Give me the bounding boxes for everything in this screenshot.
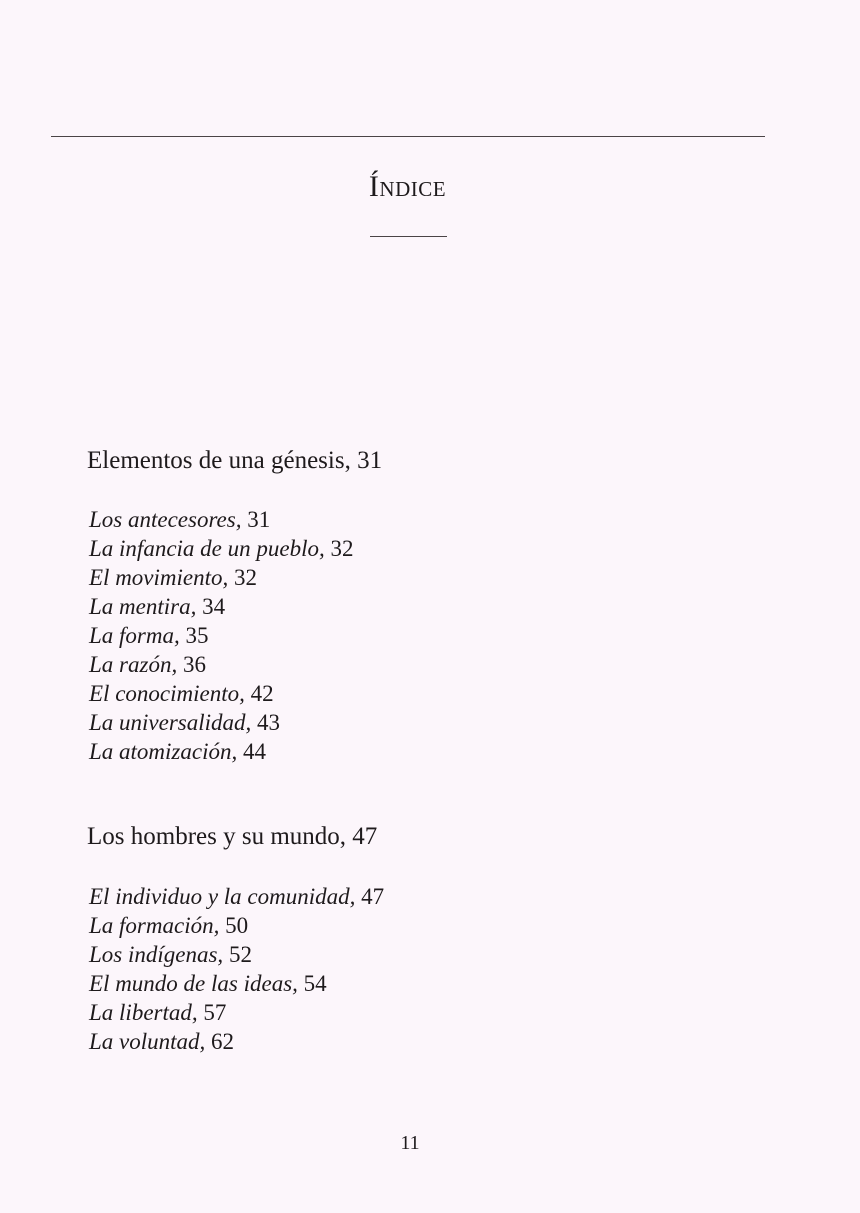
section-heading-hombres: Los hombres y su mundo, 47 [87,823,378,850]
page-title: Índice [368,170,447,203]
entry-title: El individuo y la comunidad, [89,884,356,909]
toc-entry [89,505,353,534]
section-heading-elementos: Elementos de una génesis, 31 [87,447,383,474]
toc-entry [89,969,384,998]
entry-title: La universalidad, [89,710,252,735]
entry-title: El conocimiento, [89,681,245,706]
entry-title: El mundo de las ideas, [89,971,298,996]
toc-entry [89,679,353,708]
entry-title: La mentira, [89,594,197,619]
entry-page: 47 [361,884,385,909]
entry-title: El movimiento, [89,565,229,590]
entry-page: 50 [225,913,249,938]
toc-entry [89,592,353,621]
entry-title: Los antecesores, [89,507,242,532]
entry-page: 52 [228,942,252,967]
entry-page: 54 [303,971,327,996]
toc-entry [89,708,353,737]
entry-page: 57 [203,1000,227,1025]
entry-page: 43 [257,710,281,735]
toc-entry [89,737,353,766]
entry-title: La atomización, [89,739,238,764]
entry-page: 34 [202,594,226,619]
entry-title: La forma, [89,623,180,648]
entry-title: La libertad, [89,1000,198,1025]
top-rule [51,136,765,137]
toc-entry [89,621,353,650]
entry-title: La infancia de un pueblo, [89,536,325,561]
entry-title: Los indígenas, [89,942,224,967]
page-number: 11 [400,1132,420,1154]
toc-entry [89,940,384,969]
entry-list-elementos [89,505,353,766]
toc-entry [89,998,384,1027]
toc-entry [89,650,353,679]
entry-page: 32 [330,536,354,561]
entry-page: 32 [234,565,257,590]
toc-entry [89,563,353,592]
entry-page: 62 [211,1029,235,1054]
entry-title: La razón, [89,652,178,677]
title-rule [370,236,447,237]
entry-page: 42 [250,681,274,706]
entry-title: La formación, [89,913,220,938]
entry-title: La voluntad, [89,1029,206,1054]
toc-entry [89,534,353,563]
entry-page: 36 [182,652,206,677]
entry-page: 35 [185,623,209,648]
entry-page: 31 [247,507,271,532]
entry-list-hombres [89,882,384,1056]
toc-entry [89,1027,384,1056]
toc-entry [89,882,384,911]
toc-entry [89,911,384,940]
entry-page: 44 [242,739,266,764]
